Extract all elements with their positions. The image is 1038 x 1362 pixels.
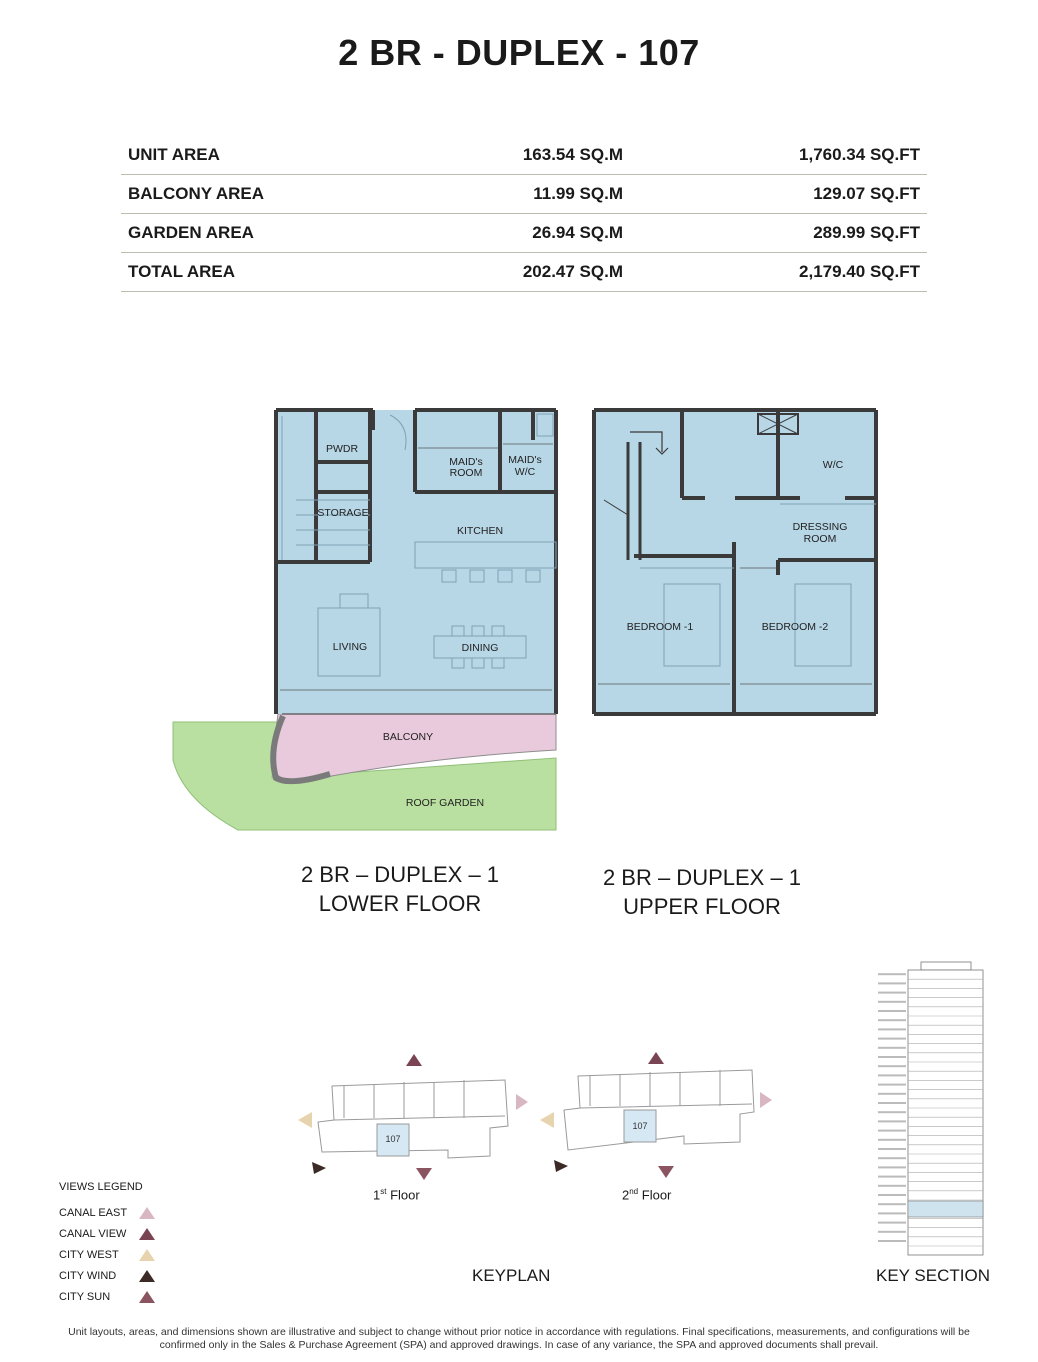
view-arrow-city-sun [416,1168,432,1180]
tower-floor-tick [878,1120,906,1122]
tower-floor-tick [878,1231,906,1233]
tower-floor-tick [878,1240,906,1242]
tower-floor-tick [878,1157,906,1159]
room-label-living: LIVING [332,641,368,653]
tower-floor-tick [878,992,906,994]
tower-floor-tick [878,1047,906,1049]
area-sqm: 26.94 SQ.M [532,223,623,242]
legend-item-canal-east: CANAL EAST [59,1202,155,1223]
keyplan-unit-label: 107 [385,1134,401,1144]
tower-floor-tick [878,1203,906,1205]
upper-floor-title-line2: UPPER FLOOR [623,894,781,919]
room-label-maids-wc-2: W/C [514,466,536,478]
area-sqft: 289.99 SQ.FT [813,223,920,242]
area-label: TOTAL AREA [128,262,236,281]
lower-floor-title-line2: LOWER FLOOR [318,891,482,916]
triangle-icon [139,1228,155,1240]
upper-floor-title-line1: 2 BR – DUPLEX – 1 [602,865,802,890]
area-sqm: 163.54 SQ.M [522,145,623,164]
lower-floor-plan [173,410,556,830]
keyplan-caption: KEYPLAN [472,1266,551,1285]
room-label-dressing-2: ROOM [803,533,837,545]
area-label: BALCONY AREA [128,184,265,203]
page-title: 2 BR - DUPLEX - 107 [338,32,700,73]
key-section-caption: KEY SECTION [876,1266,990,1285]
tower-floor-tick [878,1111,906,1113]
tower-floor-tick [878,1166,906,1168]
tower-floor-tick [878,1093,906,1095]
tower-floor-tick [878,1001,906,1003]
key-section-highlight [908,1201,983,1217]
view-arrow-canal-view-2 [648,1052,664,1064]
room-label-pwdr: PWDR [325,443,359,455]
triangle-icon [139,1291,155,1303]
room-label-bedroom1: BEDROOM -1 [626,621,694,633]
area-label: UNIT AREA [128,145,220,164]
keyplan-unit-label-2: 107 [632,1121,648,1131]
legend-item-city-sun: CITY SUN [59,1286,155,1307]
tower-floor-tick [878,1028,906,1030]
lower-floor-title-line1: 2 BR – DUPLEX – 1 [300,862,500,887]
tower-floor-tick [878,1038,906,1040]
room-label-kitchen: KITCHEN [456,525,504,537]
triangle-icon [139,1249,155,1261]
view-arrow-city-west [298,1112,312,1128]
room-label-dressing: DRESSING [792,521,848,533]
tower-floor-tick [878,1084,906,1086]
legend-item-city-wind: CITY WIND [59,1265,155,1286]
tower-floor-tick [878,1074,906,1076]
triangle-icon [139,1207,155,1219]
tower-floor-tick [878,1102,906,1104]
tower-floor-tick [878,1176,906,1178]
view-arrow-canal-east-2 [760,1092,772,1108]
area-sqft: 1,760.34 SQ.FT [799,145,920,164]
upper-floor-title [572,863,832,921]
room-label-bedroom2: BEDROOM -2 [761,621,829,633]
legend-title: VIEWS LEGEND [59,1181,143,1193]
area-sqft: 2,179.40 SQ.FT [799,262,920,281]
area-sqm: 11.99 SQ.M [533,184,623,203]
room-label-dining: DINING [461,642,499,654]
room-label-wc: W/C [822,459,844,471]
room-label-balcony: BALCONY [382,731,434,743]
room-label-roof-garden: ROOF GARDEN [405,797,485,809]
room-label-maids-room-2: ROOM [449,467,483,479]
view-arrow-city-west-2 [540,1112,554,1128]
tower-floor-tick [878,1010,906,1012]
room-label-maids-room: MAID's [449,456,483,468]
view-arrow-canal-view [406,1054,422,1066]
area-label: GARDEN AREA [128,223,254,242]
view-arrow-canal-east [516,1094,528,1110]
legend-item-canal-view: CANAL VIEW [59,1223,155,1244]
tower-floor-tick [878,982,906,984]
tower-floor-tick [878,1056,906,1058]
keyplan-second-floor [540,1052,772,1178]
view-arrow-city-wind [312,1162,326,1174]
keyplan-floor2-label: 2nd Floor [622,1187,672,1203]
room-label-maids-wc: MAID's [508,454,542,466]
room-label-storage: STORAGE [317,507,369,519]
upper-floor-plan [594,410,876,714]
tower-floor-tick [878,973,906,975]
disclaimer: Unit layouts, areas, and dimensions shown are illustrative and subject to change without prior notice in accordance with regulations. Final specifications, measurements, and configurations will be confirmed only in the Sales & Purchase Agreement (SPA) and approved drawings. In case of any variance, the SPA and approved documents shall prevail. [68,1326,970,1351]
tower-floor-tick [878,1065,906,1067]
area-sqft: 129.07 SQ.FT [813,184,920,203]
legend-item-city-west: CITY WEST [59,1244,155,1265]
lower-floor-title [270,860,530,918]
view-arrow-city-wind-2 [554,1160,568,1172]
tower-floor-tick [878,1194,906,1196]
view-arrow-city-sun-2 [658,1166,674,1178]
area-sqm: 202.47 SQ.M [522,262,623,281]
tower-floor-tick [878,1185,906,1187]
tower-floor-tick [878,1148,906,1150]
tower-floor-tick [878,1222,906,1224]
tower-floor-tick [878,1212,906,1214]
views-legend [59,1181,155,1307]
tower-floor-tick [878,1019,906,1021]
keyplan-floor1-label: 1st Floor [373,1187,420,1203]
keyplan-first-floor [298,1054,528,1180]
tower-floor-tick [878,1130,906,1132]
key-section-tower [878,962,983,1255]
triangle-icon [139,1270,155,1282]
tower-floor-tick [878,1139,906,1141]
